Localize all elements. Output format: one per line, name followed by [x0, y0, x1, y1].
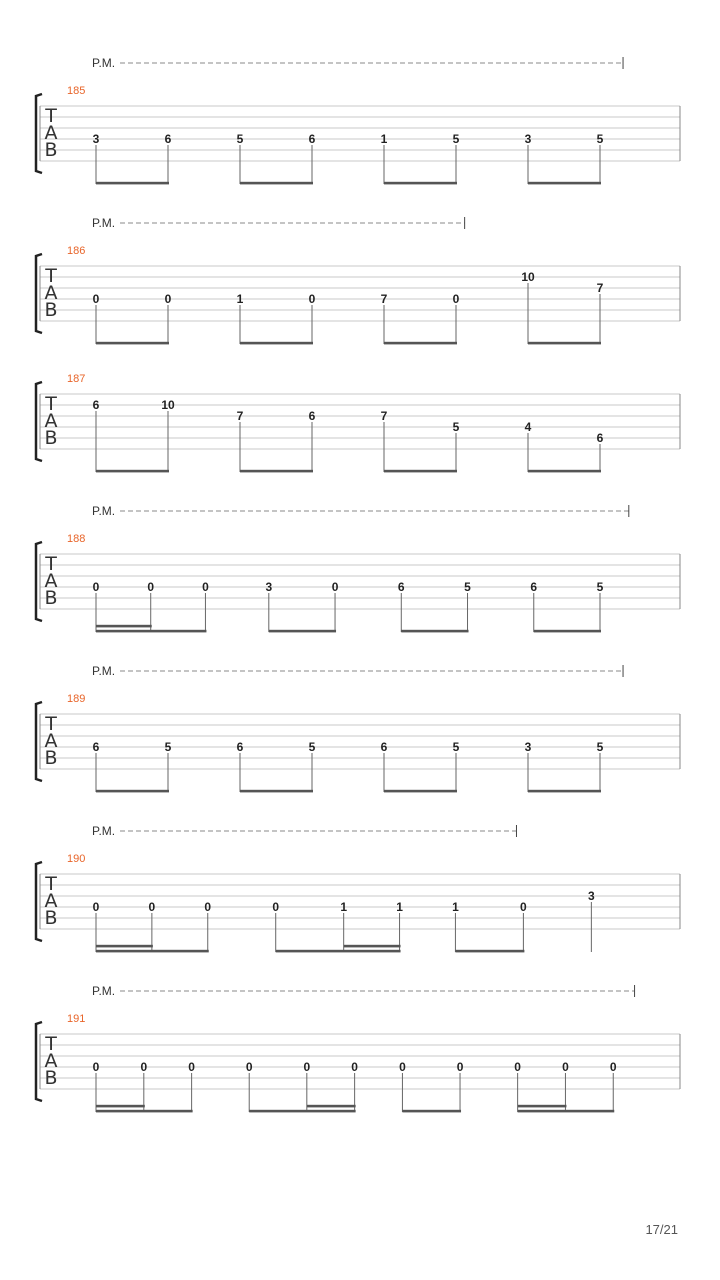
eighth-beam [384, 342, 457, 345]
palm-mute-label: P.M. [92, 984, 116, 998]
palm-mute-label: P.M. [92, 664, 116, 678]
fret-number: 0 [609, 1060, 617, 1074]
tab-clef-letter: T [45, 105, 57, 127]
measure-number: 188 [67, 533, 86, 545]
eighth-beam [384, 470, 457, 473]
fret-number: 5 [596, 740, 604, 754]
fret-number: 0 [140, 1060, 148, 1074]
tab-clef-letter: T [45, 393, 57, 415]
tab-clef-letter: T [45, 265, 57, 287]
sixteenth-beam [96, 625, 152, 628]
eighth-beam [249, 1110, 355, 1113]
fret-number: 0 [204, 900, 212, 914]
tab-clef-letter: A [44, 410, 58, 432]
tab-clef-letter: A [44, 1050, 58, 1072]
measure-number: 186 [67, 245, 86, 257]
tab-clef-letter: A [44, 122, 58, 144]
fret-number: 5 [236, 132, 244, 146]
fret-number: 5 [596, 580, 604, 594]
fret-number: 10 [161, 398, 175, 412]
fret-number: 6 [308, 132, 316, 146]
fret-number: 10 [521, 270, 535, 284]
fret-number: 0 [245, 1060, 253, 1074]
fret-number: 0 [92, 1060, 100, 1074]
fret-number: 4 [524, 420, 532, 434]
fret-number: 6 [397, 580, 405, 594]
tab-clef-letter: B [44, 1067, 58, 1089]
palm-mute-label: P.M. [92, 216, 116, 230]
tab-clef-letter: B [44, 139, 58, 161]
measure-number: 189 [67, 693, 86, 705]
tab-clef-letter: T [45, 1033, 57, 1055]
tab-clef-letter: A [44, 570, 58, 592]
eighth-beam [240, 342, 313, 345]
measure-number: 191 [67, 1013, 86, 1025]
fret-number: 3 [524, 740, 532, 754]
fret-number: 0 [147, 580, 155, 594]
fret-number: 1 [380, 132, 388, 146]
fret-number: 0 [148, 900, 156, 914]
tab-clef-letter: A [44, 282, 58, 304]
sixteenth-beam [96, 1105, 145, 1108]
eighth-beam [96, 182, 169, 185]
tab-clef-letter: A [44, 890, 58, 912]
eighth-beam [269, 630, 336, 633]
eighth-beam [528, 182, 601, 185]
fret-number: 5 [164, 740, 172, 754]
fret-number: 5 [452, 420, 460, 434]
fret-number: 5 [596, 132, 604, 146]
eighth-beam [528, 790, 601, 793]
fret-number: 7 [236, 409, 244, 423]
fret-number: 0 [351, 1060, 358, 1074]
eighth-beam [401, 630, 468, 633]
fret-number: 7 [380, 409, 388, 423]
fret-number: 3 [588, 889, 595, 903]
fret-number: 0 [164, 292, 172, 306]
palm-mute-label: P.M. [92, 56, 116, 70]
fret-number: 5 [464, 580, 471, 594]
fret-number: 1 [340, 900, 348, 914]
fret-number: 6 [530, 580, 538, 594]
fret-number: 6 [380, 740, 388, 754]
fret-number: 0 [92, 580, 100, 594]
eighth-beam [528, 470, 601, 473]
eighth-beam [384, 182, 457, 185]
eighth-beam [534, 630, 601, 633]
fret-number: 1 [396, 900, 403, 914]
eighth-beam [240, 470, 313, 473]
fret-number: 7 [596, 281, 604, 295]
fret-number: 0 [272, 900, 280, 914]
tab-clef-letter: T [45, 713, 57, 735]
fret-number: 0 [399, 1060, 406, 1074]
tab-clef-letter: B [44, 747, 58, 769]
palm-mute-label: P.M. [92, 824, 116, 838]
eighth-beam [384, 790, 457, 793]
fret-number: 0 [92, 900, 100, 914]
fret-number: 1 [452, 900, 459, 914]
eighth-beam [402, 1110, 461, 1113]
tab-clef-letter: B [44, 907, 58, 929]
fret-number: 6 [92, 740, 100, 754]
measure-number: 190 [67, 853, 86, 865]
eighth-beam [455, 950, 524, 953]
fret-number: 0 [520, 900, 527, 914]
fret-number: 1 [236, 292, 244, 306]
fret-number: 3 [265, 580, 273, 594]
eighth-beam [240, 182, 313, 185]
fret-number: 5 [452, 740, 460, 754]
fret-number: 6 [164, 132, 172, 146]
fret-number: 6 [596, 431, 604, 445]
eighth-beam [240, 790, 313, 793]
fret-number: 5 [308, 740, 316, 754]
fret-number: 0 [188, 1060, 195, 1074]
fret-number: 6 [236, 740, 244, 754]
eighth-beam [96, 1110, 193, 1113]
page-number: 17/21 [645, 1222, 678, 1237]
fret-number: 0 [456, 1060, 464, 1074]
fret-number: 6 [92, 398, 100, 412]
eighth-beam [276, 950, 401, 953]
fret-number: 0 [308, 292, 316, 306]
fret-number: 0 [92, 292, 100, 306]
palm-mute-label: P.M. [92, 504, 116, 518]
fret-number: 7 [380, 292, 388, 306]
measure-number: 185 [67, 85, 86, 97]
measure-number: 187 [67, 373, 86, 385]
sixteenth-beam [518, 1105, 567, 1108]
eighth-beam [96, 630, 206, 633]
fret-number: 6 [308, 409, 316, 423]
fret-number: 0 [452, 292, 460, 306]
sixteenth-beam [307, 1105, 356, 1108]
tab-clef-letter: A [44, 730, 58, 752]
fret-number: 0 [331, 580, 339, 594]
tab-clef-letter: T [45, 873, 57, 895]
fret-number: 5 [452, 132, 460, 146]
eighth-beam [96, 470, 169, 473]
eighth-beam [96, 790, 169, 793]
eighth-beam [518, 1110, 615, 1113]
tab-clef-letter: B [44, 427, 58, 449]
sixteenth-beam [344, 945, 401, 948]
eighth-beam [96, 342, 169, 345]
fret-number: 0 [562, 1060, 569, 1074]
tab-clef-letter: B [44, 587, 58, 609]
eighth-beam [528, 342, 601, 345]
tab-clef-letter: T [45, 553, 57, 575]
eighth-beam [96, 950, 209, 953]
fret-number: 0 [202, 580, 209, 594]
tab-clef-letter: B [44, 299, 58, 321]
sixteenth-beam [96, 945, 153, 948]
fret-number: 0 [303, 1060, 311, 1074]
fret-number: 0 [514, 1060, 521, 1074]
fret-number: 3 [92, 132, 100, 146]
fret-number: 3 [524, 132, 532, 146]
